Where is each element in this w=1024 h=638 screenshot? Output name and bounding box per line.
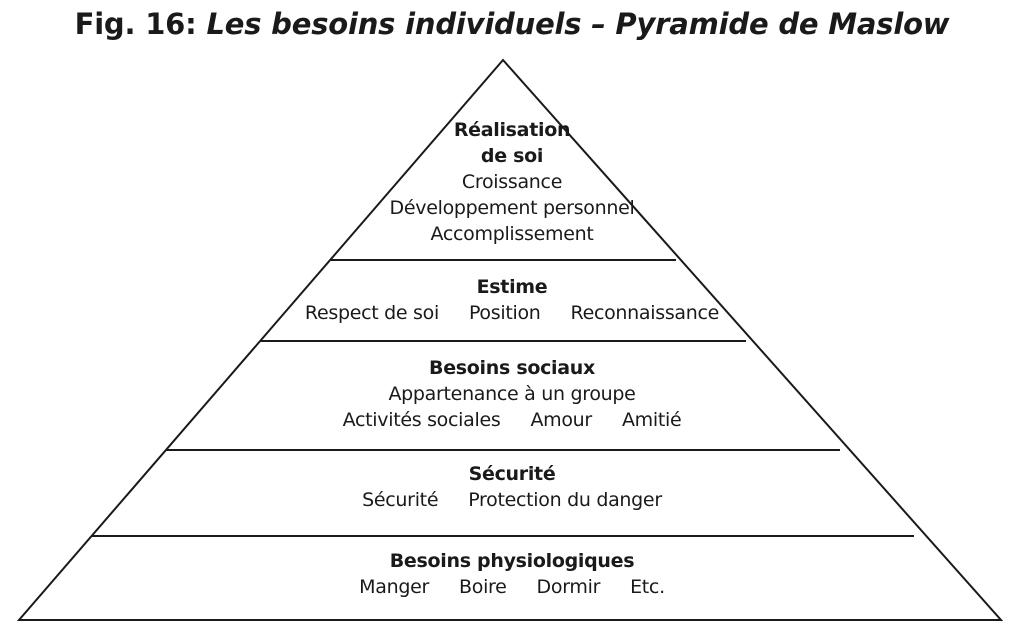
level-esteem [0,274,1024,326]
need-item: Activités sociales [342,409,501,431]
level-heading: de soi [480,145,544,167]
level-row [0,487,1024,513]
need-item: Reconnaissance [570,302,720,324]
need-item: Amitié [621,409,682,431]
figure-subtitle: Les besoins individuels – Pyramide de Maslow [206,7,950,41]
level-row [0,169,1024,195]
need-item: Croissance [461,171,563,193]
level-heading: Réalisation [453,119,571,141]
need-item: Boire [459,576,507,598]
level-heading: Sécurité [468,463,556,485]
level-physiological [0,548,1024,600]
need-item: Appartenance à un groupe [388,383,636,405]
level-heading: Besoins sociaux [429,357,595,379]
level-row [0,300,1024,326]
level-row [0,381,1024,407]
need-item: Dormir [536,576,601,598]
need-item: Manger [359,576,430,598]
need-item: Amour [530,409,592,431]
level-self-actualization [0,117,1024,247]
need-item: Développement personnel [389,197,635,219]
level-heading: Besoins physiologiques [389,550,635,572]
need-item: Etc. [630,576,665,598]
need-item: Sécurité [362,489,439,511]
figure-number: Fig. 16: [74,7,197,41]
level-heading: Estime [476,276,548,298]
level-row [0,574,1024,600]
level-row [0,221,1024,247]
level-row [0,195,1024,221]
need-item: Protection du danger [468,489,662,511]
need-item: Respect de soi [304,302,439,324]
level-row [0,407,1024,433]
need-item: Accomplissement [430,223,594,245]
need-item: Position [468,302,541,324]
level-social [0,355,1024,433]
level-safety [0,461,1024,513]
